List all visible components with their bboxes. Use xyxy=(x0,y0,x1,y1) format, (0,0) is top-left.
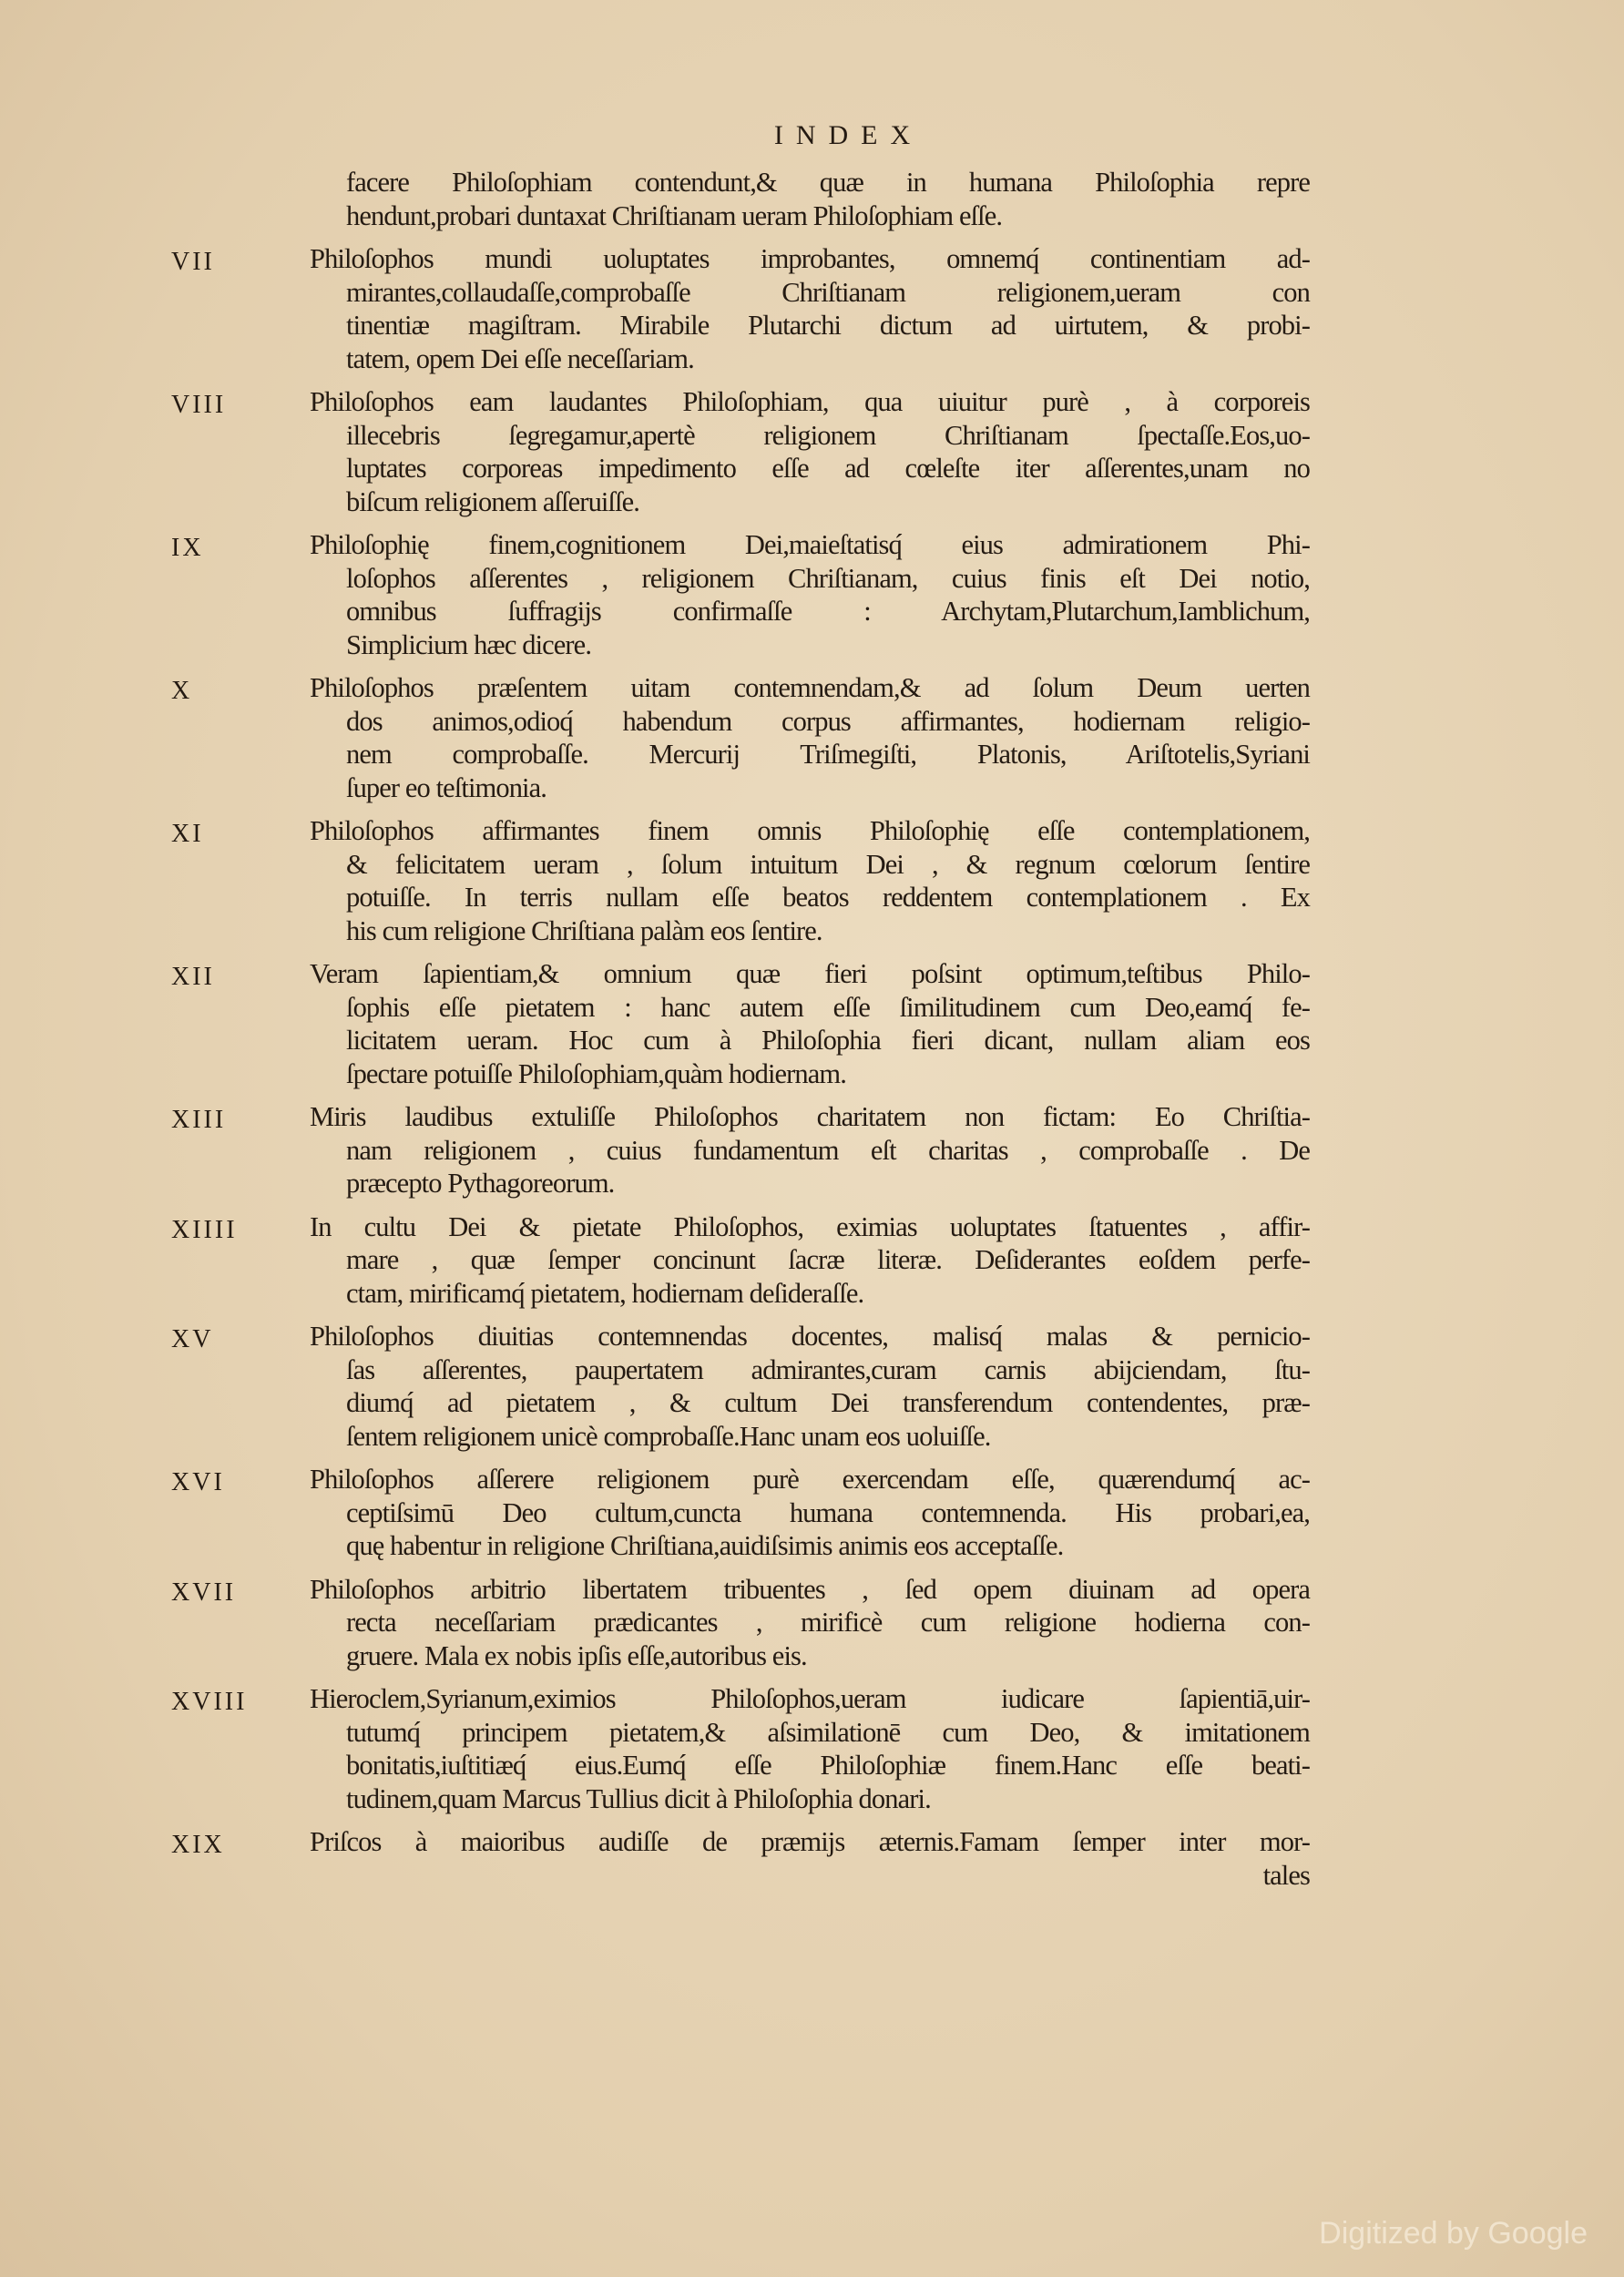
entry-line: hendunt,probari duntaxat Chriſtianam ueram Philoſophiam eſſe. xyxy=(346,199,1003,231)
entry-numeral: VII xyxy=(171,248,215,276)
entry-line: tatem, opem Dei eſſe neceſſariam. xyxy=(346,342,694,374)
entry-line: tales xyxy=(1262,1859,1310,1891)
entry-line: & felicitatem ueram , ſolum intuitum Dei , & regnum cœlorum ſentire xyxy=(346,848,1310,880)
entry-line: Veram ſapientiam,& omnium quæ fieri poſsint optimum,teſtibus Philo- xyxy=(310,958,1310,989)
entry-line: potuiſſe. In terris nullam eſſe beatos reddentem contemplationem . Ex xyxy=(346,882,1310,913)
entry-line: Philoſophos affirmantes finem omnis Philoſophię eſſe contemplationem, xyxy=(310,815,1310,846)
entry-line: Philoſophos eam laudantes Philoſophiam, qua uiuitur purè , à corporeis xyxy=(310,386,1310,417)
entry-numeral: XVII xyxy=(171,1578,237,1607)
index-entry xyxy=(171,1573,1310,1673)
entry-line: In cultu Dei & pietate Philoſophos, eximias uoluptates ſtatuentes , affir- xyxy=(310,1210,1310,1242)
index-entry xyxy=(171,814,1310,947)
entry-line: Philoſophos aſſerere religionem purè exercendam eſſe, quærendumq́ ac- xyxy=(310,1464,1310,1495)
entry-line: omnibus ſuffragijs confirmaſſe : Archytam,Plutarchum,Iamblichum, xyxy=(346,596,1310,627)
entry-numeral: VIII xyxy=(171,391,227,419)
entry-line: nem comprobaſſe. Mercurij Triſmegiſti, Platonis, Ariſtotelis,Syriani xyxy=(346,739,1310,770)
entry-line: recta neceſſariam prædicantes , mirificè cum religione hodierna con- xyxy=(346,1607,1310,1638)
entry-line: tudinem,quam Marcus Tullius dicit à Philoſophia donari. xyxy=(346,1782,931,1814)
entry-line: licitatem ueram. Hoc cum à Philoſophia fieri dicant, nullam aliam eos xyxy=(346,1025,1310,1056)
entry-line: Hieroclem,Syrianum,eximios Philoſophos,ueram iudicare ſapientiā,uir- xyxy=(310,1683,1310,1714)
entry-line: quę habentur in religione Chriſtiana,auidiſsimis animis eos acceptaſſe. xyxy=(346,1530,1064,1561)
entry-line: diumq́ ad pietatem , & cultum Dei transferendum contendentes, præ- xyxy=(346,1387,1310,1418)
index-entry xyxy=(171,1100,1310,1200)
entry-line: ſophis eſſe pietatem : hanc autem eſſe ſimilitudinem cum Deo,eamq́ fe- xyxy=(346,991,1310,1023)
entry-line: Miris laudibus extuliſſe Philoſophos charitatem non fictam: Eo Chriſtia- xyxy=(310,1101,1310,1132)
entry-line: loſophos aſſerentes , religionem Chriſtianam, cuius finis eſt Dei notio, xyxy=(346,562,1310,594)
entry-line: ctam, mirificamq́ pietatem, hodiernam deſideraſſe. xyxy=(346,1277,864,1309)
index-entry xyxy=(171,166,1310,232)
entry-line: Priſcos à maioribus audiſſe de præmijs æternis.Famam ſemper inter mor- xyxy=(310,1826,1310,1857)
index-entry xyxy=(171,671,1310,804)
entry-line: ſuper eo teſtimonia. xyxy=(346,771,546,803)
index-entry xyxy=(171,528,1310,661)
index-entry xyxy=(171,1682,1310,1815)
entry-line: Philoſophos præſentem uitam contemnendam,& ad ſolum Deum uerten xyxy=(310,672,1310,703)
entry-line: præcepto Pythagoreorum. xyxy=(346,1168,615,1199)
entry-line: Philoſophos mundi uoluptates improbantes, omnemq́ continentiam ad- xyxy=(310,243,1310,274)
entry-numeral: XIX xyxy=(171,1831,225,1859)
entry-line: Philoſophos diuitias contemnendas docentes, malisq́ malas & pernicio- xyxy=(310,1321,1310,1352)
index-entry xyxy=(171,385,1310,518)
entry-numeral: IX xyxy=(171,534,204,562)
entry-numeral: XII xyxy=(171,963,215,991)
entry-numeral: XVI xyxy=(171,1468,225,1496)
entry-line: mirantes,collaudaſſe,comprobaſſe Chriſtianam religionem,ueram con xyxy=(346,276,1310,308)
entry-numeral: XV xyxy=(171,1325,214,1353)
entry-numeral: XVIII xyxy=(171,1688,248,1716)
entry-line: mare , quæ ſemper concinunt ſacræ literæ. Deſiderantes eoſdem perfe- xyxy=(346,1244,1310,1275)
digitization-watermark: Digitized by Google xyxy=(1319,2216,1588,2251)
page-header: INDEX xyxy=(773,120,924,150)
index-entry xyxy=(171,957,1310,1090)
entry-line: Philoſophos arbitrio libertatem tribuentes , ſed opem diuinam ad opera xyxy=(310,1573,1310,1605)
entry-line: illecebris ſegregamur,apertè religionem Chriſtianam ſpectaſſe.Eos,uo- xyxy=(346,419,1310,451)
entry-line: nam religionem , cuius fundamentum eſt charitas , comprobaſſe . De xyxy=(346,1134,1310,1166)
entry-line: tutumq́ principem pietatem,& aſsimilationē cum Deo, & imitationem xyxy=(346,1716,1310,1748)
entry-line: ſas aſſerentes, paupertatem admirantes,curam carnis abijciendam, ſtu- xyxy=(346,1353,1310,1385)
entry-line: dos animos,odioq́ habendum corpus affirmantes, hodiernam religio- xyxy=(346,705,1310,737)
entry-line: ſpectare potuiſſe Philoſophiam,quàm hodiernam. xyxy=(346,1057,846,1089)
entry-line: luptates corporeas impedimento eſſe ad cœleſte iter aſſerentes,unam no xyxy=(346,453,1310,484)
entry-line: ceptiſsimū Deo cultum,cuncta humana contemnenda. His probari,ea, xyxy=(346,1496,1310,1528)
index-entry xyxy=(171,1320,1310,1453)
entry-numeral: XIII xyxy=(171,1106,227,1134)
entry-line: biſcum religionem aſſeruiſſe. xyxy=(346,485,639,517)
entry-numeral xyxy=(171,166,310,232)
entry-line: gruere. Mala ex nobis ipſis eſſe,autoribus eis. xyxy=(346,1639,807,1671)
index-entry xyxy=(171,242,1310,375)
entry-line: his cum religione Chriſtiana palàm eos ſentire. xyxy=(346,914,822,946)
entry-line: facere Philoſophiam contendunt,& quæ in humana Philoſophia repre xyxy=(346,167,1310,198)
entry-line: ſentem religionem unicè comprobaſſe.Hanc unam eos uoluiſſe. xyxy=(346,1420,991,1452)
entry-numeral: X xyxy=(171,677,193,705)
index-entry xyxy=(171,1825,1310,1892)
entry-line: Philoſophię finem,cognitionem Dei,maieſtatisq́ eius admirationem Phi- xyxy=(310,529,1310,560)
index-entry xyxy=(171,1463,1310,1563)
index-entries xyxy=(171,166,1310,1902)
entry-line: tinentiæ magiſtram. Mirabile Plutarchi dictum ad uirtutem, & probi- xyxy=(346,310,1310,341)
entry-line: Simplicium hæc dicere. xyxy=(346,628,592,660)
entry-numeral: XIIII xyxy=(171,1215,238,1244)
entry-line: bonitatis,iuſtitiæq́ eius.Eumq́ eſſe Philoſophiæ finem.Hanc eſſe beati- xyxy=(346,1750,1310,1781)
index-entry xyxy=(171,1210,1310,1311)
entry-numeral: XI xyxy=(171,820,204,848)
